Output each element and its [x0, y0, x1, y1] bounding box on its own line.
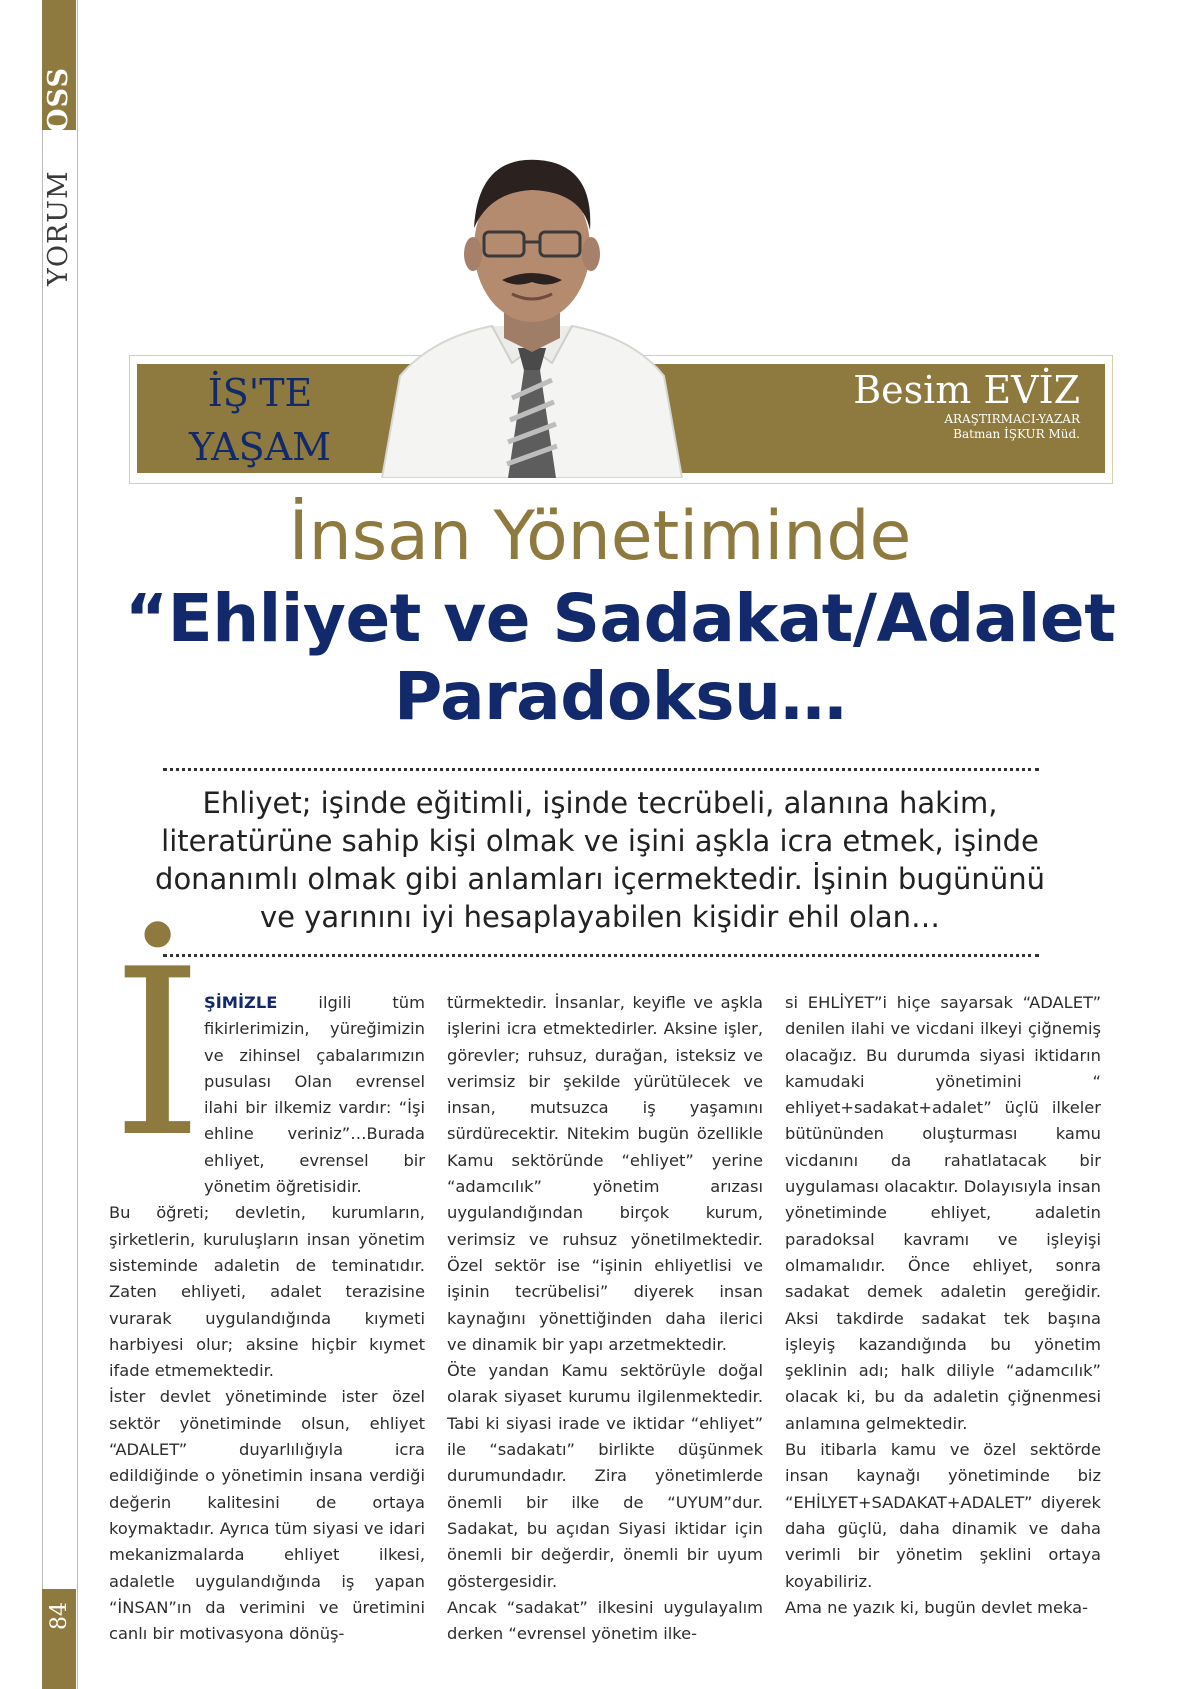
paragraph: Ama ne yazık ki, bugün devlet meka-	[785, 1597, 1089, 1617]
intro-text: ilgili tüm fikirlerimizin, yüreğimizin ve zihinsel çabalarımızın pusulası Olan evrensel ilahi bir ilkemiz vardır: “İşi ehline veriniz”…Burada ehliyet, evrensel bir yönetim öğretisidir.	[204, 993, 425, 1197]
lead-paragraph: Ehliyet; işinde eğitimli, işinde tecrübeli, alanına hakim, literatürüne sahip kişi olmak ve işini aşkla icra etmek, işinde donanımlı olmak gibi anlamları içermektedir. İşinin bugününü ve yarınını iyi hesaplayabilen kişidir ehil olan…	[155, 786, 1045, 934]
drop-cap: İ	[112, 921, 203, 1188]
author-name: Besim EVİZ	[853, 368, 1080, 412]
divider-top	[163, 768, 1039, 771]
column-title-line1: İŞ'TE	[207, 371, 313, 415]
author-organization: Batman İŞKUR Müd.	[953, 427, 1080, 441]
section-running-head	[43, 67, 74, 292]
article-column-3	[785, 990, 1101, 1621]
article-intro	[109, 990, 425, 1200]
author-byline	[853, 368, 1080, 442]
column-title-line2: YAŞAM	[189, 425, 331, 469]
headline-kicker: İnsan Yönetiminde	[288, 497, 912, 576]
magazine-brand: BOSS	[43, 67, 74, 157]
paragraph: Öte yandan Kamu sektörüyle doğal olarak siyaset kurumu ilgilenmektedir. Tabi ki siyasi irade ve iktidar “ehliyet” ile “sadakatı” birlikte düşünmek durumundadır. Zira yönetimlerde önemli bir ilke de “UYUM”dur. Sadakat, bu açıdan Siyasi iktidar için önemli bir değerdir, önemli bir uyum göstergesidir.	[447, 1361, 763, 1591]
author-role: ARAŞTIRMACI-YAZAR	[944, 412, 1080, 426]
lead-word: ŞİMİZLE	[204, 993, 278, 1012]
divider-bottom	[163, 954, 1039, 957]
article-column-2	[447, 990, 763, 1647]
paragraph: Bu öğreti; devletin, kurumların, şirketlerin, kuruluşların insan yönetim sisteminde adaletin de teminatıdır. Zaten ehliyeti, adalet terazisine vurarak uygulandığında kıymeti harbiyesi olur; aksine hiçbir kıymet ifade etmemektedir.	[109, 1203, 425, 1381]
article-column-1	[109, 990, 425, 1647]
section-name: YORUM	[43, 170, 74, 286]
column-title	[180, 366, 340, 474]
page-number: 84	[47, 1602, 72, 1630]
paragraph: İster devlet yönetiminde ister özel sektör yönetiminde olsun, ehliyet “ADALET” duyarlılığıyla icra edildiğinde o yönetimin insana verdiği değerin kalitesini de ortaya koymaktadır. Ayrıca tüm siyasi ve idari mekanizmalarda ehliyet ilkesi, adaletle uygulandığında iş yapan “İNSAN”ın da verimini ve üretimini canlı bir motivasyona dönüş-	[109, 1387, 425, 1644]
headline-title: “Ehliyet ve Sadakat/Adalet Paradoksu…	[124, 580, 1116, 735]
paragraph: si EHLİYET”i hiçe sayarsak “ADALET” denilen ilahi ve vicdani ilkeyi çiğnemiş olacağız. Bu durumda siyasi iktidarın kamudaki yönetimini “ ehliyet+sadakat+adalet” üçlü ilkeler bütününden oluşturması kamu vicdanını da rahatlatacak bir uygulaması olacaktır. Dolayısıyla insan yönetiminde ehliyet, adaletin paradoksal kavramı ve işleyişi olmamalıdır. Önce ehliyet, sonra sadakat demek adaletin gereğidir. Aksi takdirde sadakat tek başına işleyiş kazandığında bu yönetim şeklinin adı; halk diliyle “adamcılık” olacak ki, bu da adaletin çiğnenmesi anlamına gelmektedir.	[785, 993, 1101, 1433]
paragraph: türmektedir. İnsanlar, keyifle ve aşkla işlerini icra etmektedirler. Aksine işler, görevler; ruhsuz, durağan, isteksiz ve verimsiz bir şekilde yürütülecek ve insan, mutsuzca iş yaşamını sürdürecektir. Nitekim bugün özellikle Kamu sektöründe “ehliyet” yerine “adamcılık” yönetim arızası uygulandığından birçok kurum, verimsiz ve ruhsuz yönetilmektedir. Özel sektör ise “işinin ehliyetlisi ve işinin tecrübelisi” diyerek insan kaynağını yönettiğinden daha ilerici ve dinamik bir yapı arzetmektedir.	[447, 993, 763, 1354]
paragraph: Bu itibarla kamu ve özel sektörde insan kaynağı yönetiminde biz “EHİLYET+SADAKAT+ADALET” diyerek daha güçlü, daha dinamik ve daha verimli bir yönetim şeklini ortaya koyabiliriz.	[785, 1440, 1101, 1591]
author-portrait	[372, 148, 692, 478]
paragraph: Ancak “sadakat” ilkesini uygulayalım derken “evrensel yönetim ilke-	[447, 1597, 763, 1644]
